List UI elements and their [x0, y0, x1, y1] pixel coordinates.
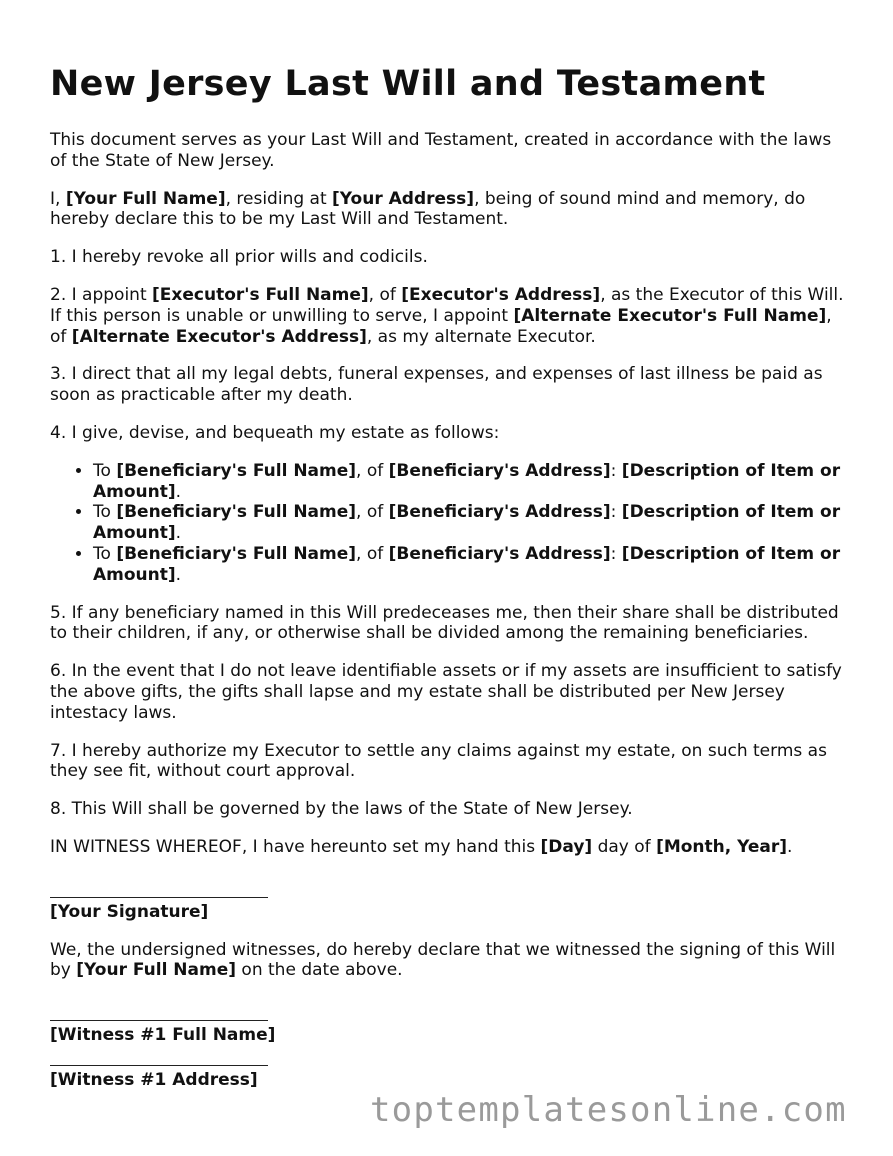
witness-whereof-paragraph: IN WITNESS WHEREOF, I have hereunto set my hand this [Day] day of [Month, Year]. — [50, 836, 793, 857]
alt-executor-address-placeholder: [Alternate Executor's Address] — [71, 326, 367, 347]
beneficiary-address-placeholder: [Beneficiary's Address] — [388, 502, 611, 523]
witness1-address-label: [Witness #1 Address] — [50, 1069, 258, 1090]
bequest-description-placeholder: [Description of Item or Amount] — [93, 502, 841, 544]
declaration-paragraph: I, [Your Full Name], residing at [Your Address], being of sound mind and memory, do hereby declare this to be my Last Will and Testament. — [50, 188, 806, 230]
signature-line[interactable] — [50, 878, 268, 898]
beneficiary-address-placeholder: [Beneficiary's Address] — [388, 460, 611, 481]
executor-address-placeholder: [Executor's Address] — [401, 284, 601, 305]
beneficiary-name-placeholder: [Beneficiary's Full Name] — [116, 502, 357, 523]
alt-executor-name-placeholder: [Alternate Executor's Full Name] — [513, 305, 827, 326]
witness1-name-line[interactable] — [50, 1001, 268, 1021]
testator-name-placeholder: [Your Full Name] — [65, 188, 226, 209]
clause-5: 5. If any beneficiary named in this Will predeceases me, then their share shall be distributed to their children, if any, or otherwise shall be divided among the remaining beneficiaries. — [50, 602, 839, 644]
list-item: • To [Beneficiary's Full Name], of [Beneficiary's Address]: [Description of Item or Amount]. — [93, 544, 850, 586]
witness-declaration-paragraph: We, the undersigned witnesses, do hereby declare that we witnessed the signing of this Will by [Your Full Name] on the date above. — [50, 939, 836, 981]
clause-2: 2. I appoint [Executor's Full Name], of [Executor's Address], as the Executor of this Will. If this person is unable or unwilling to serve, I appoint [Alternate Executor's Full Name], of [Alternate Executor's Address], as my alternate Executor. — [50, 284, 844, 347]
witness1-address-line[interactable] — [50, 1046, 268, 1066]
day-placeholder: [Day] — [540, 836, 593, 857]
clause-6: 6. In the event that I do not leave identifiable assets or if my assets are insufficient to satisfy the above gifts, the gifts shall lapse and my estate shall be distributed per New Jersey intestacy laws. — [50, 661, 842, 723]
bequest-description-placeholder: [Description of Item or Amount] — [93, 543, 841, 585]
list-item: • To [Beneficiary's Full Name], of [Beneficiary's Address]: [Description of Item or Amount]. — [93, 461, 850, 503]
beneficiary-address-placeholder: [Beneficiary's Address] — [388, 543, 611, 564]
clause-3: 3. I direct that all my legal debts, funeral expenses, and expenses of last illness be paid as soon as practicable after my death. — [50, 364, 823, 406]
document-page — [50, 62, 850, 1091]
executor-name-placeholder: [Executor's Full Name] — [152, 284, 369, 305]
beneficiary-name-placeholder: [Beneficiary's Full Name] — [116, 460, 357, 481]
watermark-text: toptemplatesonline.com — [370, 1090, 847, 1130]
document-title: New Jersey Last Will and Testament — [50, 64, 766, 104]
signature-label: [Your Signature] — [50, 901, 209, 922]
intro-paragraph: This document serves as your Last Will and Testament, created in accordance with the laws of the State of New Jersey. — [50, 130, 832, 171]
clause-8: 8. This Will shall be governed by the laws of the State of New Jersey. — [50, 799, 633, 820]
witness1-name-label: [Witness #1 Full Name] — [50, 1025, 276, 1046]
testator-name-placeholder: [Your Full Name] — [76, 960, 237, 981]
clause-7: 7. I hereby authorize my Executor to settle any claims against my estate, on such terms as they see fit, without court approval. — [50, 740, 827, 782]
list-item: • To [Beneficiary's Full Name], of [Beneficiary's Address]: [Description of Item or Amount]. — [93, 502, 850, 544]
bequest-description-placeholder: [Description of Item or Amount] — [93, 460, 841, 502]
testator-address-placeholder: [Your Address] — [332, 188, 475, 209]
bequest-list — [50, 461, 850, 586]
month-year-placeholder: [Month, Year] — [656, 836, 788, 857]
clause-4: 4. I give, devise, and bequeath my estate as follows: — [50, 422, 500, 443]
beneficiary-name-placeholder: [Beneficiary's Full Name] — [116, 543, 357, 564]
clause-1: 1. I hereby revoke all prior wills and codicils. — [50, 247, 428, 268]
